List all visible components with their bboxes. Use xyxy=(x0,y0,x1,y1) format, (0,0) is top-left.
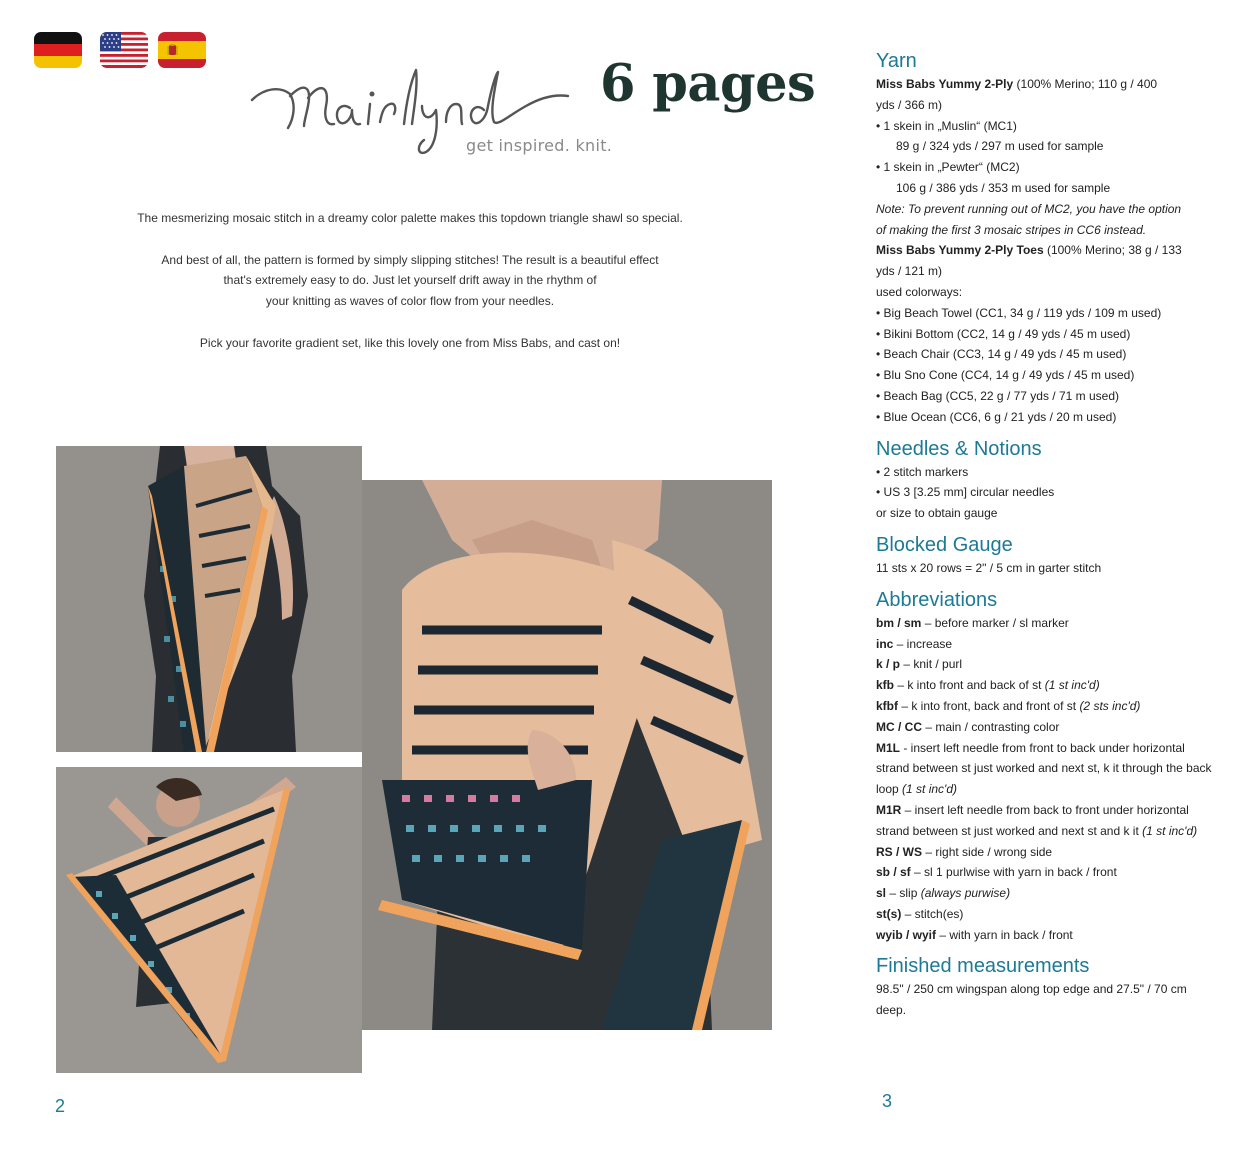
abbreviation-desc: – slip xyxy=(886,886,921,901)
abbreviation-term: bm / sm xyxy=(876,615,922,630)
gauge-heading: Blocked Gauge xyxy=(876,533,1013,556)
abbreviation-desc: – stitch(es) xyxy=(901,906,964,921)
abbreviation-term: k / p xyxy=(876,657,901,672)
abbreviations-heading: Abbreviations xyxy=(876,588,998,611)
gauge-text: 11 sts x 20 rows = 2" / 5 cm in garter stitch xyxy=(876,560,1102,575)
yarn-mc1: • 1 skein in „Muslin“ (MC1) xyxy=(876,118,1017,133)
abbreviation-desc: – increase xyxy=(893,636,953,651)
shawl-photo-front-drape xyxy=(56,446,362,752)
yarn-main-spec-1: (100% Merino; 110 g / 400 xyxy=(1013,77,1158,91)
abbreviation-m1l xyxy=(876,738,1226,759)
colorways-label: used colorways: xyxy=(876,284,963,299)
abbreviation-term: st(s) xyxy=(876,906,902,921)
yarn-main xyxy=(876,74,1226,95)
yarn-mc2-used: 106 g / 386 yds / 353 m used for sample xyxy=(896,180,1111,195)
spain-flag-icon[interactable] xyxy=(158,32,206,68)
abbreviation-m1r xyxy=(876,800,1226,821)
usa-flag-icon[interactable] xyxy=(100,32,148,68)
pattern-details-column xyxy=(876,48,1226,1021)
abbreviation-m1l-line-3 xyxy=(876,779,1226,800)
abbreviation-row xyxy=(876,883,1226,904)
needles-item: • 2 stitch markers xyxy=(876,464,969,479)
yarn-toes-spec-2: yds / 121 m) xyxy=(876,264,943,279)
abbreviation-term: sl xyxy=(876,886,887,901)
yarn-main-spec-2: yds / 366 m) xyxy=(876,97,943,112)
abbreviation-note: (1 st inc'd) xyxy=(902,782,958,797)
intro-p2-line-3: your knitting as waves of color flow from your needles. xyxy=(265,294,555,309)
finished-measurements-heading: Finished measurements xyxy=(876,955,1090,978)
abbreviation-term: sb / sf xyxy=(876,865,911,880)
yarn-main-name: Miss Babs Yummy 2-Ply xyxy=(876,77,1014,91)
finished-measurements-line-1: 98.5" / 250 cm wingspan along top edge and 27.5" / 70 cm xyxy=(876,982,1187,997)
intro-paragraph-3: Pick your favorite gradient set, like this lovely one from Miss Babs, and cast on! xyxy=(199,335,621,350)
germany-flag-icon[interactable] xyxy=(34,32,82,68)
page-number-left: 2 xyxy=(55,1096,66,1116)
abbreviation-desc: – sl 1 purlwise with yarn in back / front xyxy=(910,865,1117,880)
abbreviation-term: MC / CC xyxy=(876,719,922,734)
abbreviation-desc: loop xyxy=(876,782,903,797)
colorway-item: • Blu Sno Cone (CC4, 14 g / 49 yds / 45 m used) xyxy=(876,368,1135,383)
colorway-item: • Big Beach Towel (CC1, 34 g / 119 yds / 109 m used) xyxy=(876,305,1162,320)
colorway-item: • Blue Ocean (CC6, 6 g / 21 yds / 20 m used) xyxy=(876,409,1117,424)
abbreviation-desc: – k into front, back and front of st xyxy=(898,698,1080,713)
colorway-item: • Bikini Bottom (CC2, 14 g / 49 yds / 45 m used) xyxy=(876,326,1131,341)
abbreviation-row xyxy=(876,675,1226,696)
abbreviation-term: M1R xyxy=(876,802,902,817)
abbreviation-desc: - insert left needle from front to back under horizontal xyxy=(900,740,1185,755)
abbreviation-desc: – insert left needle from back to front under horizontal xyxy=(901,802,1189,817)
abbreviation-term: wyib / wyif xyxy=(876,927,937,942)
yarn-mc2: • 1 skein in „Pewter“ (MC2) xyxy=(876,160,1020,175)
needles-item: • US 3 [3.25 mm] circular needles xyxy=(876,485,1055,500)
abbreviation-term: RS / WS xyxy=(876,844,923,859)
abbreviation-row xyxy=(876,696,1226,717)
yarn-toes-spec-1: (100% Merino; 38 g / 133 xyxy=(1043,243,1182,258)
abbreviation-row xyxy=(876,613,1226,634)
yarn-toes-name: Miss Babs Yummy 2-Ply Toes xyxy=(876,243,1044,258)
logo-tagline: get inspired. knit. xyxy=(466,136,613,155)
abbreviation-desc: strand between st just worked and next st and k it xyxy=(876,823,1143,838)
abbreviation-note: (always purwise) xyxy=(920,886,1011,901)
abbreviation-row xyxy=(876,717,1226,738)
abbreviation-row xyxy=(876,634,1226,655)
abbreviation-m1l-line-2: strand between st just worked and next st, k it through the back xyxy=(876,761,1212,776)
abbreviation-desc: – before marker / sl marker xyxy=(921,615,1069,630)
abbreviation-row xyxy=(876,842,1226,863)
shawl-photo-closeup xyxy=(362,480,772,1030)
abbreviation-row xyxy=(876,925,1226,946)
colorway-item: • Beach Bag (CC5, 22 g / 77 yds / 71 m used) xyxy=(876,388,1119,403)
abbreviation-term: kfbf xyxy=(876,698,898,713)
intro-p2-line-2: that's extremely easy to do. Just let yourself drift away in the rhythm of xyxy=(223,273,597,288)
abbreviation-term: M1L xyxy=(876,740,900,755)
yarn-mc1-used: 89 g / 324 yds / 297 m used for sample xyxy=(896,139,1104,154)
abbreviation-term: inc xyxy=(876,636,894,651)
intro-paragraph-2 xyxy=(120,250,700,312)
needles-heading: Needles & Notions xyxy=(876,437,1042,460)
abbreviation-note: (1 st inc'd) xyxy=(1044,678,1100,693)
finished-measurements-line-2: deep. xyxy=(876,1003,907,1018)
abbreviation-desc: – with yarn in back / front xyxy=(936,927,1073,942)
abbreviation-note: (1 st inc'd) xyxy=(1142,823,1198,838)
abbreviation-desc: – knit / purl xyxy=(900,657,963,672)
abbreviation-desc: – right side / wrong side xyxy=(922,844,1053,859)
yarn-note-line-2: of making the first 3 mosaic stripes in CC6 instead. xyxy=(876,222,1147,237)
yarn-toes xyxy=(876,240,1226,261)
abbreviation-desc: – main / contrasting color xyxy=(922,719,1060,734)
yarn-note-line-1: Note: To prevent running out of MC2, you have the option xyxy=(876,201,1182,216)
abbreviation-row xyxy=(876,904,1226,925)
page-number-right: 3 xyxy=(882,1091,893,1111)
abbreviation-desc: – k into front and back of st xyxy=(894,678,1045,693)
needles-item: or size to obtain gauge xyxy=(876,506,998,521)
colorway-item: • Beach Chair (CC3, 14 g / 49 yds / 45 m used) xyxy=(876,347,1127,362)
intro-text xyxy=(120,208,700,374)
intro-paragraph-1: The mesmerizing mosaic stitch in a dreamy color palette makes this topdown triangle shawl so special. xyxy=(137,211,683,225)
shawl-photo-spread xyxy=(56,767,362,1073)
abbreviation-term: kfb xyxy=(876,678,894,693)
abbreviation-note: (2 sts inc'd) xyxy=(1079,698,1141,713)
abbreviation-row xyxy=(876,862,1226,883)
abbreviation-row xyxy=(876,654,1226,675)
yarn-heading: Yarn xyxy=(876,50,917,72)
page-count-title: 6 pages xyxy=(600,54,816,114)
abbreviation-m1r-line-2 xyxy=(876,821,1226,842)
intro-p2-line-1: And best of all, the pattern is formed by simply slipping stitches! The result is a beautiful effect xyxy=(161,252,659,267)
